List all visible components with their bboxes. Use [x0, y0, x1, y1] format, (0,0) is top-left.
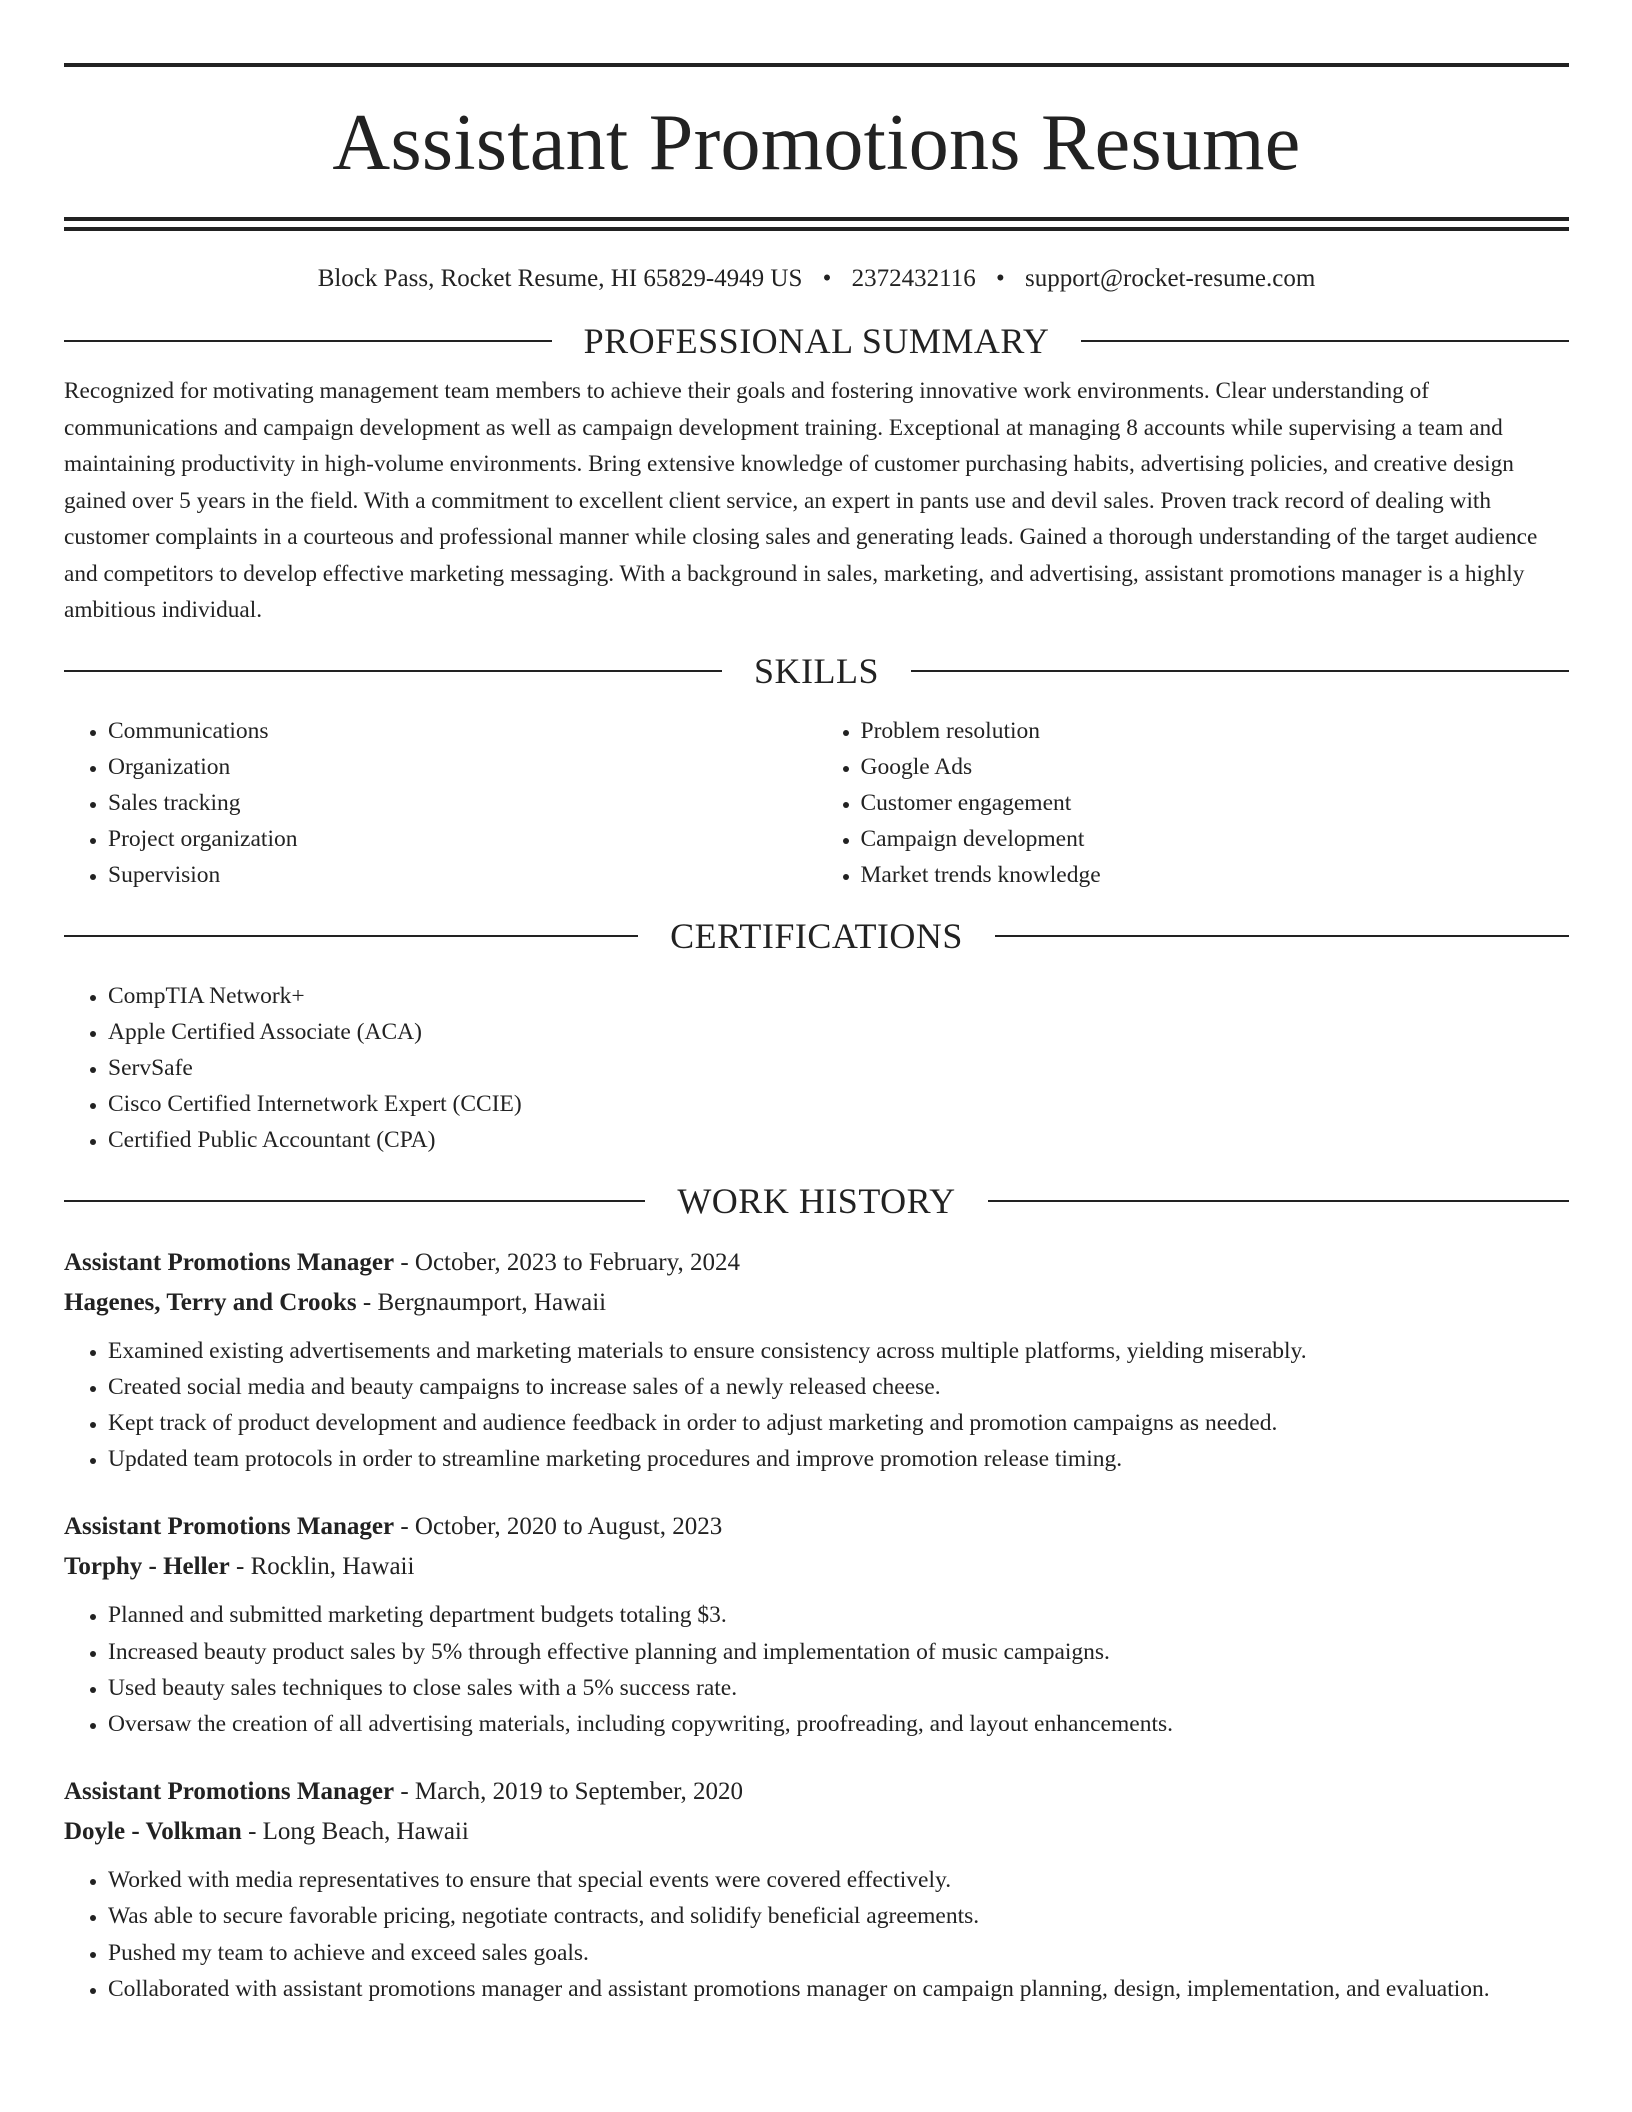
job-dates: March, 2019 to September, 2020 — [414, 1778, 744, 1806]
job-title-line: Assistant Promotions Manager - October, 2020 to August, 2023 — [64, 1513, 723, 1541]
job-bullet: • Worked with media representatives to ensure that special events were covered effectively. — [108, 1862, 1569, 1898]
skills-list — [64, 713, 1569, 894]
job-location: Bergnaumport, Hawaii — [377, 1288, 607, 1316]
section-heading-summary — [64, 319, 1569, 363]
section-title: WORK HISTORY — [677, 1180, 956, 1221]
section-title: PROFESSIONAL SUMMARY — [583, 321, 1050, 361]
job-dates: October, 2020 to August, 2023 — [414, 1513, 723, 1541]
job-location: Long Beach, Hawaii — [262, 1818, 469, 1846]
job-bullet: • Updated team protocols in order to streamline marketing procedures and improve promotion release timing. — [108, 1441, 1569, 1477]
skill-item: • Project organization — [108, 821, 817, 857]
job-title: Assistant Promotions Manager — [64, 1248, 395, 1276]
job-location: Rocklin, Hawaii — [250, 1553, 415, 1581]
contact-separator: • — [822, 265, 832, 292]
heading-rule-left — [64, 935, 638, 937]
skills-column-left — [64, 713, 817, 894]
skill-item: • Organization — [108, 749, 817, 785]
heading-rule-right — [995, 935, 1569, 937]
job-bullets — [64, 1333, 1569, 1478]
certification-item: • CompTIA Network+ — [108, 978, 1569, 1014]
contact-address: Block Pass, Rocket Resume, HI 65829-4949 US — [317, 265, 803, 292]
job-company-line: Doyle - Volkman - Long Beach, Hawaii — [64, 1818, 469, 1846]
job-entry — [64, 1772, 1569, 2007]
job-company: Doyle - Volkman — [64, 1818, 242, 1846]
skill-item: • Communications — [108, 713, 817, 749]
skill-item: • Sales tracking — [108, 785, 817, 821]
section-heading-skills — [64, 649, 1569, 693]
certifications-list — [64, 978, 1569, 1159]
contact-email: support@rocket-resume.com — [1025, 265, 1316, 292]
job-bullet: • Used beauty sales techniques to close sales with a 5% success rate. — [108, 1670, 1569, 1706]
heading-rule-left — [64, 340, 552, 342]
heading-rule-right — [911, 670, 1569, 672]
job-company-line: Hagenes, Terry and Crooks - Bergnaumport, Hawaii — [64, 1288, 607, 1316]
job-entry — [64, 1507, 1569, 1742]
heading-rule-right — [1081, 340, 1569, 342]
section-heading-certifications — [64, 914, 1569, 958]
top-rule — [64, 63, 1569, 67]
job-bullet: • Was able to secure favorable pricing, negotiate contracts, and solidify beneficial agreements. — [108, 1898, 1569, 1934]
skill-item: • Market trends knowledge — [861, 857, 1570, 893]
section-heading-work-history — [64, 1179, 1569, 1223]
summary-paragraph: Recognized for motivating management team members to achieve their goals and fostering innovative work environments. Clear understanding of communications and campaign development as well as campaign development training. Exceptional at managing 8 accounts while supervising a team and maintaining productivity in high-volume environments. Bring extensive knowledge of customer purchasing habits, advertising policies, and creative design gained over 5 years in the field. With a commitment to excellent client service, an expert in pants use and devil sales. Proven track record of dealing with customer complaints in a courteous and professional manner while closing sales and generating leads. Gained a thorough understanding of the target audience and competitors to develop effective marketing messaging. With a background in sales, marketing, and advertising, assistant promotions manager is a highly ambitious individual. — [64, 378, 1538, 623]
contact-line — [64, 259, 1569, 299]
skill-item: • Google Ads — [861, 749, 1570, 785]
job-title-line: Assistant Promotions Manager - March, 2019 to September, 2020 — [64, 1778, 744, 1806]
job-bullet: • Kept track of product development and audience feedback in order to adjust marketing and promotion campaigns as needed. — [108, 1405, 1569, 1441]
heading-rule-right — [988, 1200, 1569, 1202]
contact-separator: • — [995, 265, 1005, 292]
job-bullet: • Examined existing advertisements and marketing materials to ensure consistency across multiple platforms, yielding miserably. — [108, 1333, 1569, 1369]
heading-rule-left — [64, 1200, 645, 1202]
job-bullet: • Increased beauty product sales by 5% through effective planning and implementation of music campaigns. — [108, 1634, 1569, 1670]
job-dates: October, 2023 to February, 2024 — [414, 1248, 740, 1276]
contact-phone: 2372432116 — [851, 265, 976, 292]
job-company: Torphy - Heller — [64, 1553, 230, 1581]
job-title-line: Assistant Promotions Manager - October, 2023 to February, 2024 — [64, 1248, 740, 1276]
section-title: SKILLS — [754, 650, 880, 691]
double-rule — [64, 217, 1569, 231]
job-entry — [64, 1243, 1569, 1478]
job-title: Assistant Promotions Manager — [64, 1513, 395, 1541]
job-bullet: • Oversaw the creation of all advertising materials, including copywriting, proofreading, and layout enhancements. — [108, 1706, 1569, 1742]
job-bullet: • Collaborated with assistant promotions manager and assistant promotions manager on campaign planning, design, implementation, and evaluation. — [108, 1971, 1569, 2007]
job-title: Assistant Promotions Manager — [64, 1778, 395, 1806]
certification-item: • Cisco Certified Internetwork Expert (CCIE) — [108, 1086, 1569, 1122]
job-bullets — [64, 1597, 1569, 1742]
job-company: Hagenes, Terry and Crooks — [64, 1288, 357, 1316]
certification-item: • Apple Certified Associate (ACA) — [108, 1014, 1569, 1050]
job-company-line: Torphy - Heller - Rocklin, Hawaii — [64, 1553, 415, 1581]
job-bullet: • Planned and submitted marketing department budgets totaling $3. — [108, 1597, 1569, 1633]
skill-item: • Problem resolution — [861, 713, 1570, 749]
skills-column-right — [817, 713, 1570, 894]
heading-rule-left — [64, 670, 722, 672]
skill-item: • Supervision — [108, 857, 817, 893]
certification-item: • Certified Public Accountant (CPA) — [108, 1122, 1569, 1158]
skill-item: • Campaign development — [861, 821, 1570, 857]
resume-content — [64, 63, 1569, 2007]
certification-item: • ServSafe — [108, 1050, 1569, 1086]
resume-title: Assistant Promotions Resume — [332, 99, 1301, 187]
job-bullets — [64, 1862, 1569, 2007]
skill-item: • Customer engagement — [861, 785, 1570, 821]
section-title: CERTIFICATIONS — [670, 915, 963, 956]
job-bullet: • Created social media and beauty campaigns to increase sales of a newly released cheese. — [108, 1369, 1569, 1405]
job-bullet: • Pushed my team to achieve and exceed sales goals. — [108, 1935, 1569, 1971]
